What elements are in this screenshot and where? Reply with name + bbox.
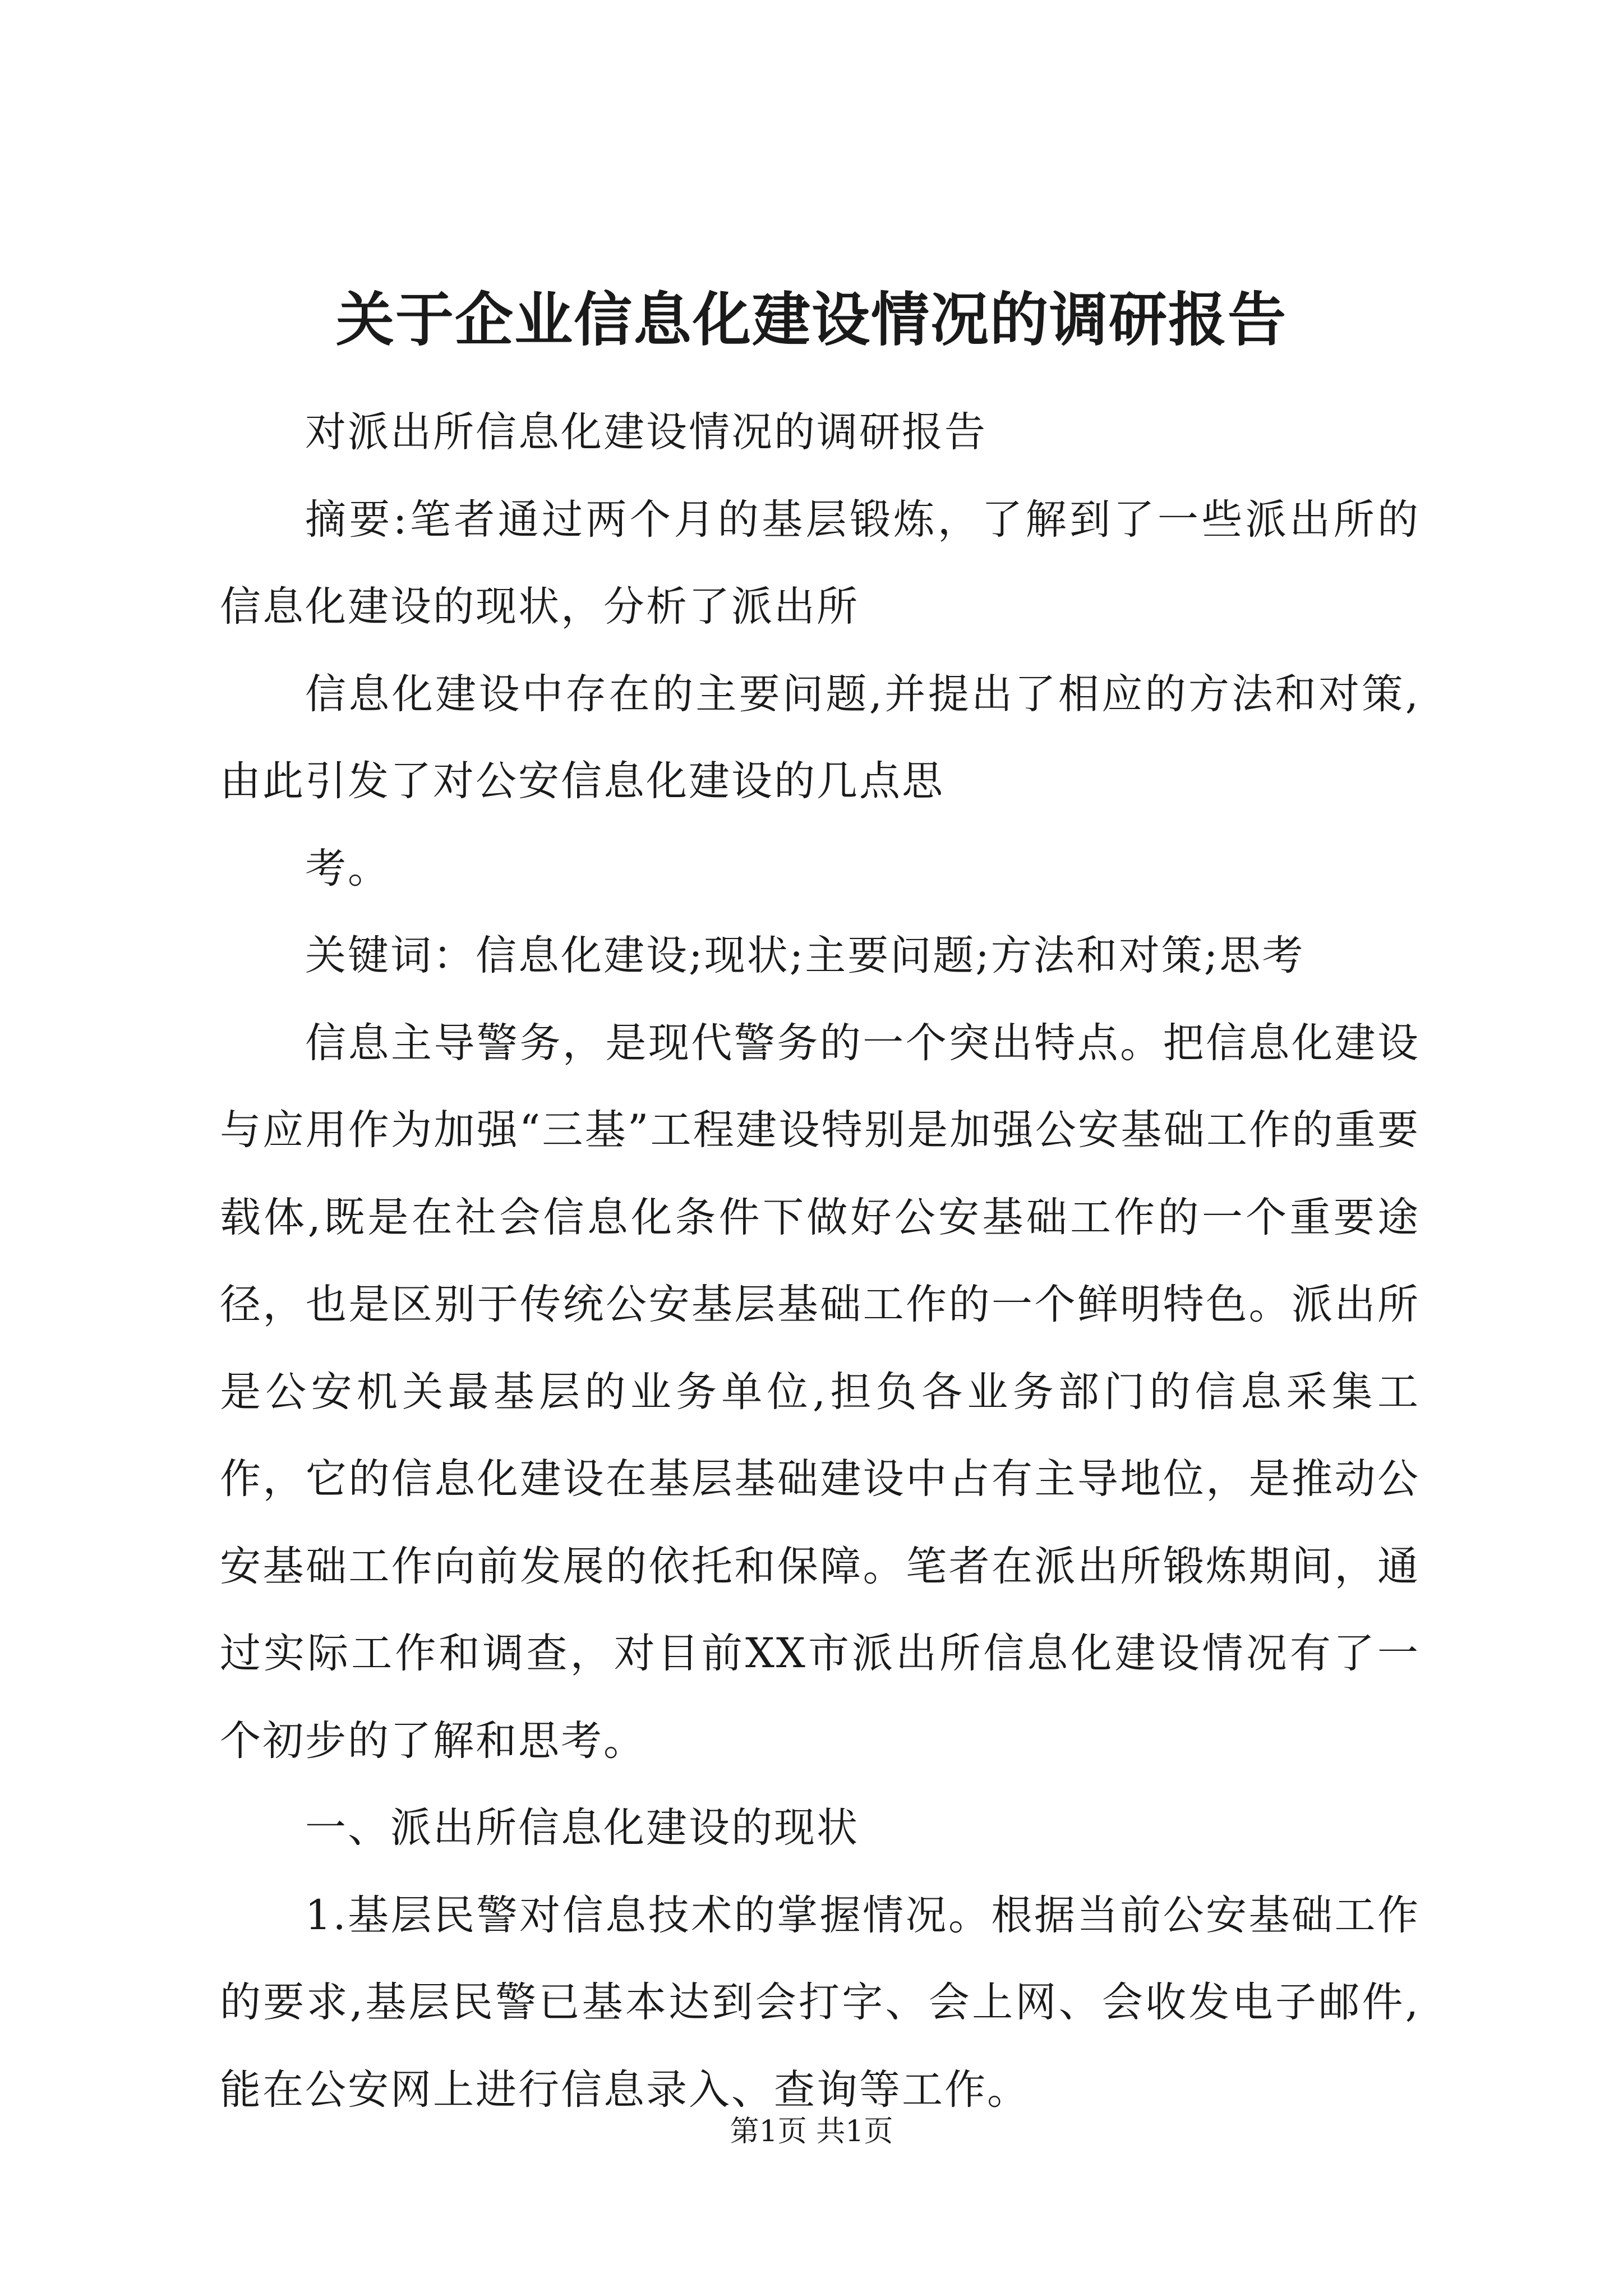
paragraph-introduction: 信息主导警务，是现代警务的一个突出特点。把信息化建设与应用作为加强“三基”工程建设特别是加强公安基础工作的重要载体,既是在社会信息化条件下做好公安基础工作的一个重要途径，也是区别于传统公安基层基础工作的一个鲜明特色。派出所是公安机关最基层的业务单位,担负各业务部门的信息采集工作，它的信息化建设在基层基础建设中占有主导地位，是推动公安基础工作向前发展的依托和保障。笔者在派出所锻炼期间，通过实际工作和调查，对目前XX市派出所信息化建设情况有了一个初步的了解和思考。	[220, 1019, 1420, 1765]
paragraph-abstract: 摘要:笔者通过两个月的基层锻炼，了解到了一些派出所的信息化建设的现状，分析了派出所	[220, 495, 1420, 631]
paragraph-keywords: 关键词：信息化建设;现状;主要问题;方法和对策;思考	[305, 932, 1305, 979]
paragraph-subtitle: 对派出所信息化建设情况的调研报告	[305, 408, 987, 456]
document-body	[220, 389, 1420, 2133]
paragraph-item-1: 1.基层民警对信息技术的掌握情况。根据当前公安基础工作的要求,基层民警已基本达到会打字、会上网、会收发电子邮件,能在公安网上进行信息录入、查询等工作。	[220, 1891, 1420, 2114]
section-heading: 一、派出所信息化建设的现状	[305, 1804, 859, 1852]
paragraph-abstract-continued: 信息化建设中存在的主要问题,并提出了相应的方法和对策,由此引发了对公安信息化建设的几点思	[220, 670, 1420, 805]
paragraph-abstract-end: 考。	[305, 844, 390, 892]
page-footer: 第1页 共1页	[730, 2115, 893, 2148]
document-title: 关于企业信息化建设情况的调研报告	[335, 285, 1287, 354]
